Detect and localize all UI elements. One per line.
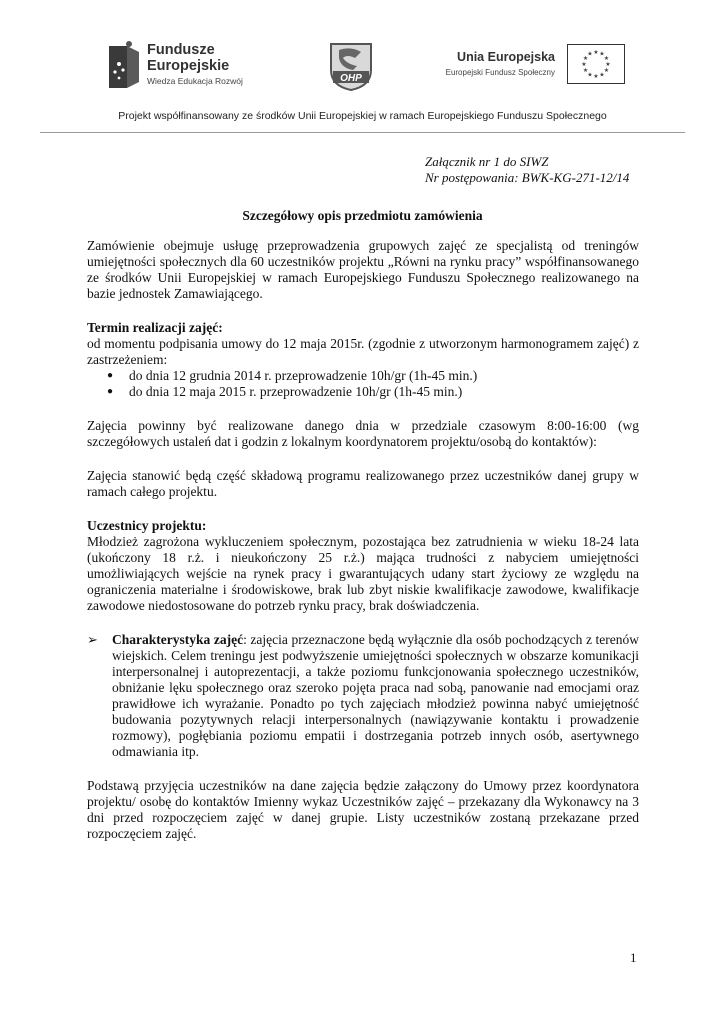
characteristics-heading: Charakterystyka zajęć xyxy=(112,632,244,647)
unia-europejska-logo xyxy=(430,44,630,90)
participants-paragraph: Młodzież zagrożona wykluczeniem społecznym, pozostająca bez zatrudnienia w wieku 18-24 lata (ukończony 18 r.ż. i nieukończony 25 r.ż.) mająca trudności z nabyciem umiejętności umożliwiających wejście na rynek pracy i gwarantujących udany start życiowy ze względu na ograniczenia materialne i środowiskowe, brak lub zbyt niskie kwalifikacje zawodowe, kwalifikacje zawodowe niedostosowane do potrzeb rynku pracy, brak doświadczenia. xyxy=(87,534,639,613)
ue-logo-subtitle: Europejski Fundusz Społeczny xyxy=(445,68,555,77)
project-cofinancing-line: Projekt współfinansowany ze środków Unii Europejskiej w ramach Europejskiego Funduszu Społecznego xyxy=(118,110,607,122)
procedure-number: Nr postępowania: BWK-KG-271-12/14 xyxy=(425,170,630,185)
eu-flag-icon xyxy=(567,44,625,84)
closing-paragraph: Podstawą przyjęcia uczestników na dane zajęcia będzie załączony do Umowy przez koordynatora projektu/ osobę do kontaktów Imienny wykaz Uczestników zajęć – przekazany dla Wykonawcy na 3 dni przed rozpoczęciem zajęć w danej grupie. Listy uczestników zostaną przekazane przed rozpoczęciem zajęć. xyxy=(87,778,639,841)
fundusze-europejskie-flag-icon xyxy=(107,38,141,90)
eu-star-icon: ★ xyxy=(582,56,589,62)
header-divider xyxy=(40,132,685,133)
characteristics-block xyxy=(87,632,639,760)
participants-heading: Uczestnicy projektu: xyxy=(87,518,207,533)
eu-star-icon: ★ xyxy=(582,68,589,74)
eu-star-icon: ★ xyxy=(587,72,593,79)
eu-star-icon: ★ xyxy=(603,56,610,62)
eu-star-icon: ★ xyxy=(593,74,599,80)
arrow-bullet-icon: ➢ xyxy=(87,632,98,647)
eu-star-icon: ★ xyxy=(599,51,605,58)
termin-text: od momentu podpisania umowy do 12 maja 2015r. (zgodnie z utworzonym harmonogramem zajęć) z zastrzeżeniem: xyxy=(87,336,639,367)
intro-paragraph: Zamówienie obejmuje usługę przeprowadzenia grupowych zajęć ze specjalistą od treningów umiejętności społecznych dla 60 uczestników projektu „Równi na rynku pracy” współfinansowanego ze środków Unii Europejskiej w ramach Europejskiego Funduszu Społecznego realizowanego na bazie jednostek Zamawiającego. xyxy=(87,238,639,301)
eu-star-icon: ★ xyxy=(605,62,611,68)
hours-paragraph: Zajęcia powinny być realizowane danego dnia w przedziale czasowym 8:00-16:00 (wg szczegółowych ustaleń dat i godzin z lokalnym koordynatorem projektu/osobą do kontaktów): xyxy=(87,418,639,449)
page-title: Szczegółowy opis przedmiotu zamówienia xyxy=(242,208,483,223)
termin-list xyxy=(87,368,639,400)
ohp-shield-icon xyxy=(325,40,377,92)
program-paragraph: Zajęcia stanowić będą część składową programu realizowanego przez uczestników danej grupy w ramach całego projektu. xyxy=(87,468,639,499)
document-reference xyxy=(425,154,629,186)
eu-star-icon: ★ xyxy=(603,68,610,74)
page-number: 1 xyxy=(630,950,637,965)
eu-star-icon: ★ xyxy=(587,51,593,58)
fe-logo-line1: Fundusze xyxy=(147,42,215,58)
characteristics-text: : zajęcia przeznaczone będą wyłącznie dla osób pochodzących z terenów wiejskich. Celem treningu jest podwyższenie umiejętności społecznych w obszarze komunikacji interpersonalnej i autoprezentacji, a także poziomu funkcjonowania społecznego uczestników, obniżanie lęku społecznego oraz szeroko pojęta praca nad sobą, panowanie nad emocjami oraz prawidłowe ich wyrażanie. Ponadto po tych zajęciach młodzież powinna nabyć umiejętność budowania pozytywnych relacji interpersonalnych (nawiązywanie kontaktu i prowadzenie rozmowy), pogłębiania poziomu empatii i dostrzegania potrzeb innych osób, asertywnego odmawiania itp. xyxy=(112,632,640,759)
eu-star-icon: ★ xyxy=(593,50,599,56)
fe-logo-line2: Europejskie xyxy=(147,58,230,74)
document-body xyxy=(87,238,639,842)
ue-logo-name: Unia Europejska xyxy=(457,50,555,64)
fundusze-europejskie-logo xyxy=(107,38,267,94)
termin-heading: Termin realizacji zajęć: xyxy=(87,320,223,335)
list-item: ● do dnia 12 maja 2015 r. przeprowadzenie 10h/gr (1h-45 min.) xyxy=(107,384,639,400)
eu-star-icon: ★ xyxy=(599,72,605,79)
eu-star-icon: ★ xyxy=(581,62,587,68)
fe-logo-line3: Wiedza Edukacja Rozwój xyxy=(147,76,243,86)
list-item: ● do dnia 12 grudnia 2014 r. przeprowadzenie 10h/gr (1h-45 min.) xyxy=(107,368,639,384)
ohp-logo-text: OHP xyxy=(340,73,362,84)
attachment-label: Załącznik nr 1 do SIWZ xyxy=(425,154,549,169)
